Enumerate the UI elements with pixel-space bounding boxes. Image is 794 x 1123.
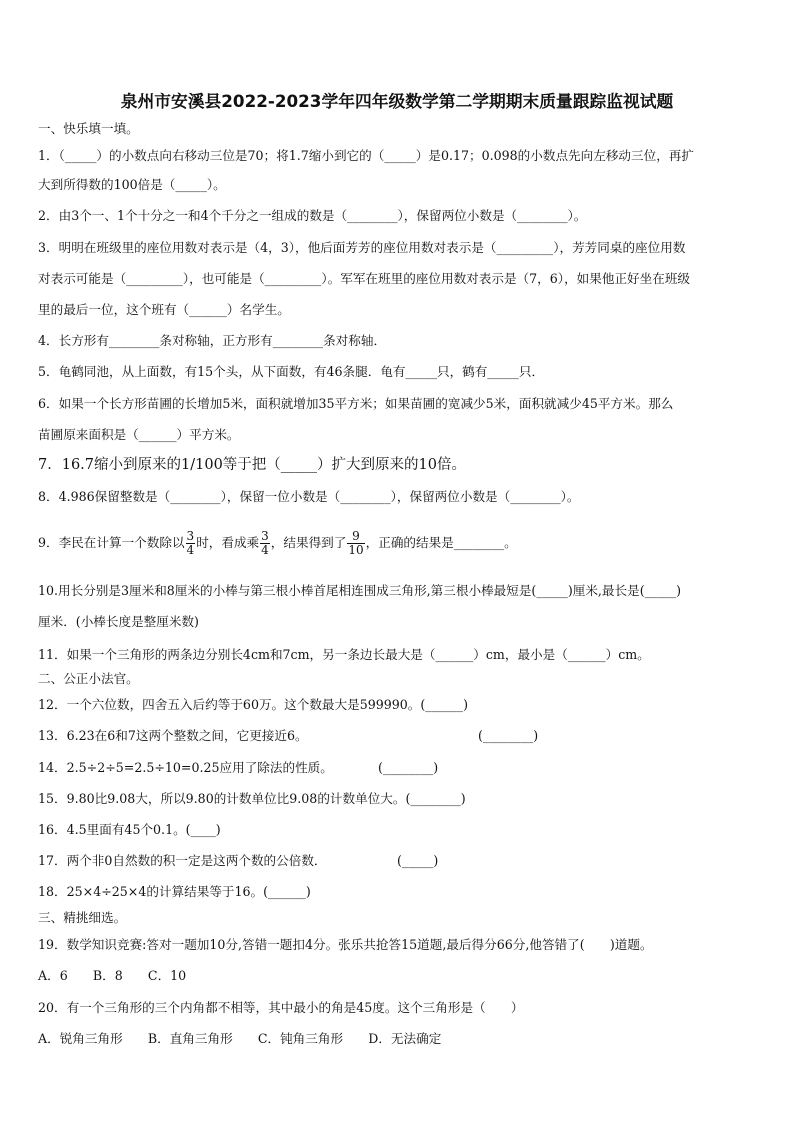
question-17-answer: (_____) bbox=[397, 853, 439, 868]
question-11: 11．如果一个三角形的两条边分别长4cm和7cm，另一条边长最大是（______）cm，最小是（______）cm。 bbox=[38, 647, 650, 662]
question-12: 12．一个六位数，四舍五入后约等于60万。这个数最大是599990。(______) bbox=[38, 697, 468, 712]
question-13: 13．6.23在6和7这两个整数之间，它更接近6。 bbox=[38, 728, 308, 743]
section-heading-judge: 二、公正小法官。 bbox=[38, 671, 139, 686]
fraction-3-4-a bbox=[186, 530, 196, 557]
question-10-line-1: 10.用长分别是3厘米和8厘米的小棒与第三根小棒首尾相连围成三角形,第三根小棒最短是(_____)厘米,最长是(_____) bbox=[38, 583, 682, 598]
fraction-9-10 bbox=[347, 530, 364, 557]
question-19: 19．数学知识竞赛:答对一题加10分,答错一题扣4分。张乐共抢答15道题,最后得分66分,他答错了( )道题。 bbox=[38, 937, 653, 952]
fraction-denominator: 10 bbox=[348, 543, 364, 557]
question-19-options: A．6 B．8 C．10 bbox=[38, 968, 187, 983]
question-17: 17．两个非0自然数的积一定是这两个数的公倍数． bbox=[38, 853, 327, 868]
page-title: 泉州市安溪县2022-2023学年四年级数学第二学期期末质量跟踪监视试题 bbox=[120, 91, 674, 111]
question-9-text-1: 9．李民在计算一个数除以 bbox=[38, 535, 185, 550]
question-9 bbox=[38, 524, 517, 562]
question-3-line-2: 对表示可能是（_________），也可能是（_________）。军军在班里的座位用数对表示是（7，6），如果他正好坐在班级 bbox=[38, 271, 691, 286]
fraction-numerator: 9 bbox=[347, 530, 364, 544]
question-20: 20．有一个三角形的三个内角都不相等，其中最小的角是45度。这个三角形是（ ） bbox=[38, 1000, 524, 1015]
question-3-line-1: 3．明明在班级里的座位用数对表示是（4，3），他后面芳芳的座位用数对表示是（_________），芳芳同桌的座位用数 bbox=[38, 240, 686, 255]
question-8: 8．4.986保留整数是（________），保留一位小数是（________），保留两位小数是（________）。 bbox=[38, 489, 580, 504]
question-1-line-2: 大到所得数的100倍是（_____）。 bbox=[38, 177, 226, 192]
question-18: 18．25×4÷25×4的计算结果等于16。(______) bbox=[38, 884, 311, 899]
fraction-denominator: 4 bbox=[186, 543, 195, 557]
question-1-line-1: 1．（_____）的小数点向右移动三位是70；将1.7缩小到它的（_____）是0.17；0.098的小数点先向左移动三位，再扩 bbox=[38, 148, 694, 163]
fraction-denominator: 4 bbox=[261, 543, 269, 557]
question-9-text-4: ，正确的结果是________。 bbox=[365, 535, 517, 550]
question-14: 14．2.5÷2÷5=2.5÷10=0.25应用了除法的性质。 bbox=[38, 760, 333, 775]
question-5: 5．龟鹤同池，从上面数，有15个头，从下面数，有46条腿．龟有_____只，鹤有_____只． bbox=[38, 364, 545, 379]
question-6-line-1: 6．如果一个长方形苗圃的长增加5米，面积就增加35平方米；如果苗圃的宽减少5米，面积就减少45平方米。那么 bbox=[38, 396, 674, 411]
question-14-answer: (________) bbox=[378, 760, 439, 775]
question-4: 4．长方形有________条对称轴，正方形有________条对称轴． bbox=[38, 333, 387, 348]
question-15: 15．9.80比9.08大，所以9.80的计数单位比9.08的计数单位大。(________) bbox=[38, 791, 466, 806]
question-9-text-2: 时，看成乘 bbox=[196, 535, 260, 550]
fraction-numerator: 3 bbox=[186, 529, 195, 543]
section-heading-fill: 一、快乐填一填。 bbox=[38, 121, 139, 136]
question-16: 16．4.5里面有45个0.1。(____) bbox=[38, 822, 221, 837]
question-2: 2．由3个一、1个十分之一和4个千分之一组成的数是（________），保留两位小数是（________）。 bbox=[38, 208, 587, 223]
fraction-numerator: 3 bbox=[261, 529, 269, 543]
question-9-text-3: ，结果得到了 bbox=[270, 535, 347, 550]
question-6-line-2: 苗圃原来面积是（______）平方米。 bbox=[38, 427, 240, 442]
question-20-options: A．锐角三角形 B．直角三角形 C．钝角三角形 D．无法确定 bbox=[38, 1031, 442, 1046]
question-10-line-2: 厘米．(小棒长度是整厘米数) bbox=[38, 614, 199, 629]
question-7: 7．16.7缩小到原来的1/100等于把（_____）扩大到原来的10倍。 bbox=[38, 457, 466, 473]
question-13-answer: (________) bbox=[478, 728, 539, 743]
fraction-3-4-b bbox=[260, 530, 270, 557]
question-3-line-3: 里的最后一位，这个班有（______）名学生。 bbox=[38, 302, 290, 317]
section-heading-choice: 三、精挑细选。 bbox=[38, 910, 127, 925]
